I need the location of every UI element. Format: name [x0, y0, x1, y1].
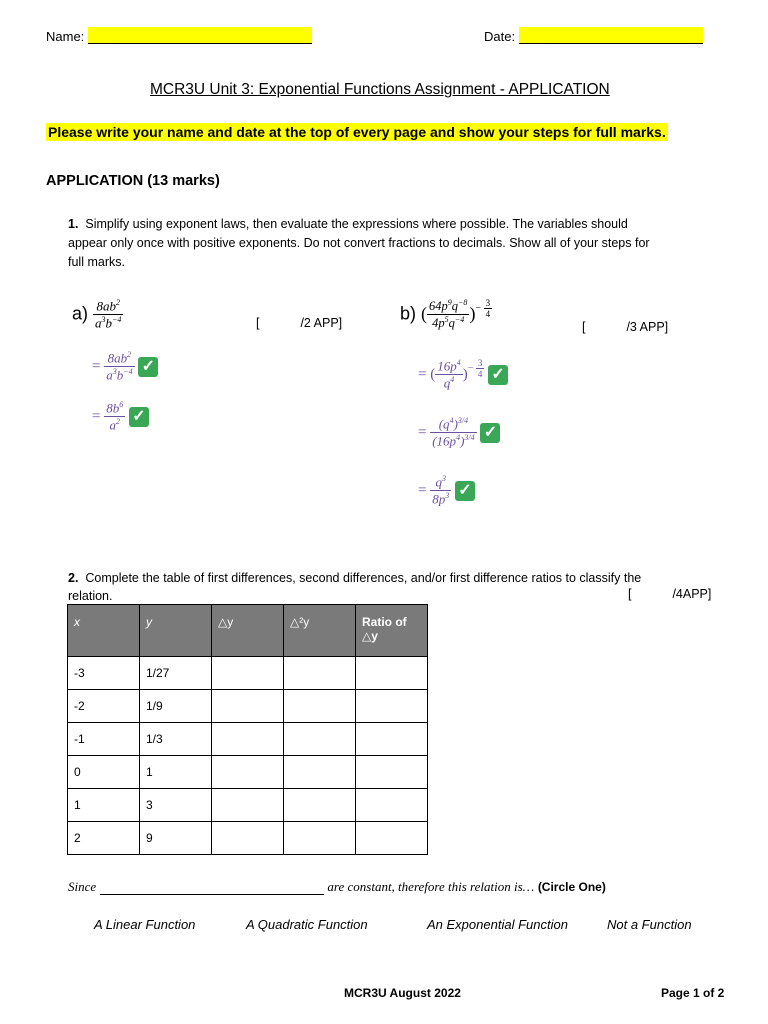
check-icon: ✓ [488, 365, 508, 385]
cell-second-difference[interactable] [284, 822, 356, 855]
cell-y: 1/9 [140, 690, 212, 723]
question-2-line-1: Complete the table of first differences, second differences, and/or first difference ratios to classify the [85, 571, 642, 585]
table-row [68, 657, 428, 690]
header-ratio: Ratio of △y [356, 605, 428, 657]
cell-second-difference[interactable] [284, 756, 356, 789]
part-a-step-2: = $\frac{8b^6}{a^2}$ ✓ [92, 400, 149, 434]
date-field[interactable] [519, 27, 703, 44]
cell-second-difference[interactable] [284, 723, 356, 756]
table-row [68, 756, 428, 789]
question-2-line-2: relation. [68, 589, 113, 603]
conclusion-line [68, 879, 606, 895]
cell-second-difference[interactable] [284, 657, 356, 690]
question-1-line-3: full marks. [68, 255, 125, 269]
part-a-fraction: $\frac{8ab^2}{a^3b^{-4}}$ [95, 298, 122, 331]
cell-ratio[interactable] [356, 756, 428, 789]
header-second-difference: △²y [284, 605, 356, 657]
part-b-fraction: $\frac{64p^9q^{-8}}{4p^5q^{-4}}$ [429, 298, 468, 331]
cell-y: 1 [140, 756, 212, 789]
cell-ratio[interactable] [356, 690, 428, 723]
part-a-marks: [ /2 APP] [256, 316, 343, 330]
page-title: MCR3U Unit 3: Exponential Functions Assignment - APPLICATION [150, 81, 610, 98]
name-row [46, 27, 312, 44]
since-rest: are constant, therefore this relation is… [327, 879, 535, 894]
cell-ratio[interactable] [356, 789, 428, 822]
footer-page-number: Page 1 of 2 [661, 986, 725, 1000]
differences-table [67, 604, 428, 855]
header-y: y [140, 605, 212, 657]
cell-first-difference[interactable] [212, 657, 284, 690]
cell-ratio[interactable] [356, 657, 428, 690]
cell-second-difference[interactable] [284, 690, 356, 723]
question-1-line-1: Simplify using exponent laws, then evaluate the expressions where possible. The variables should [85, 217, 628, 231]
cell-y: 1/27 [140, 657, 212, 690]
since-word: Since [68, 879, 97, 894]
circle-one-label: (Circle One) [537, 880, 606, 894]
part-a-expression [72, 298, 123, 332]
cell-first-difference[interactable] [212, 723, 284, 756]
header-first-difference: △y [212, 605, 284, 657]
cell-x: 2 [68, 822, 140, 855]
cell-first-difference[interactable] [212, 690, 284, 723]
cell-y: 1/3 [140, 723, 212, 756]
cell-y: 3 [140, 789, 212, 822]
footer-course: MCR3U August 2022 [344, 986, 461, 1000]
cell-ratio[interactable] [356, 723, 428, 756]
cell-first-difference[interactable] [212, 789, 284, 822]
check-icon: ✓ [455, 481, 475, 501]
question-1-text [68, 215, 728, 272]
date-label: Date: [484, 29, 516, 44]
cell-x: 0 [68, 756, 140, 789]
table-header-row [68, 605, 428, 657]
name-field[interactable] [88, 27, 312, 44]
part-b-label: b) [400, 303, 417, 324]
cell-x: 1 [68, 789, 140, 822]
part-a-label: a) [72, 303, 89, 324]
check-icon: ✓ [138, 357, 158, 377]
option-linear[interactable]: A Linear Function [94, 917, 196, 932]
part-b-marks: [ /3 APP] [582, 320, 669, 334]
part-a-step-1: = $\frac{8ab^2}{a^3b^{-4}}$ ✓ [92, 350, 158, 384]
question-2-marks: [ /4APP] [628, 587, 712, 601]
question-1-line-2: appear only once with positive exponents. Do not convert fractions to decimals. Show all of your steps for [68, 236, 650, 250]
part-b-step-1: = ( $\frac{16p^4}{q^4}$ )$^{- \frac{3}{4}}$ ✓ [418, 358, 508, 392]
cell-x: -3 [68, 657, 140, 690]
part-b-step-3: = $\frac{q^3}{8p^3}$ ✓ [418, 474, 475, 508]
option-quadratic[interactable]: A Quadratic Function [246, 917, 368, 932]
cell-first-difference[interactable] [212, 756, 284, 789]
part-b-step-2: = $\frac{(q^4)^{3/4}}{(16p^4)^{3/4}}$ ✓ [418, 416, 500, 450]
table-row [68, 723, 428, 756]
table-row [68, 822, 428, 855]
question-1-number: 1. [68, 217, 79, 231]
cell-ratio[interactable] [356, 822, 428, 855]
question-2-number: 2. [68, 571, 79, 585]
part-b-expression: b) ( $\frac{64p^9q^{-8}}{4p^5q^{-4}}$ )$^{- \frac{3}{4}}$ [400, 298, 491, 331]
cell-first-difference[interactable] [212, 822, 284, 855]
cell-x: -1 [68, 723, 140, 756]
cell-x: -2 [68, 690, 140, 723]
since-blank[interactable] [100, 880, 324, 895]
check-icon: ✓ [129, 407, 149, 427]
date-row [484, 27, 703, 44]
cell-y: 9 [140, 822, 212, 855]
name-label: Name: [46, 29, 85, 44]
table-row [68, 789, 428, 822]
cell-second-difference[interactable] [284, 789, 356, 822]
instruction-banner: Please write your name and date at the top of every page and show your steps for full marks. [48, 124, 666, 140]
check-icon: ✓ [480, 423, 500, 443]
option-not-a-function[interactable]: Not a Function [607, 917, 692, 932]
table-row [68, 690, 428, 723]
option-exponential[interactable]: An Exponential Function [427, 917, 568, 932]
section-heading: APPLICATION (13 marks) [46, 173, 220, 189]
header-x: x [68, 605, 140, 657]
